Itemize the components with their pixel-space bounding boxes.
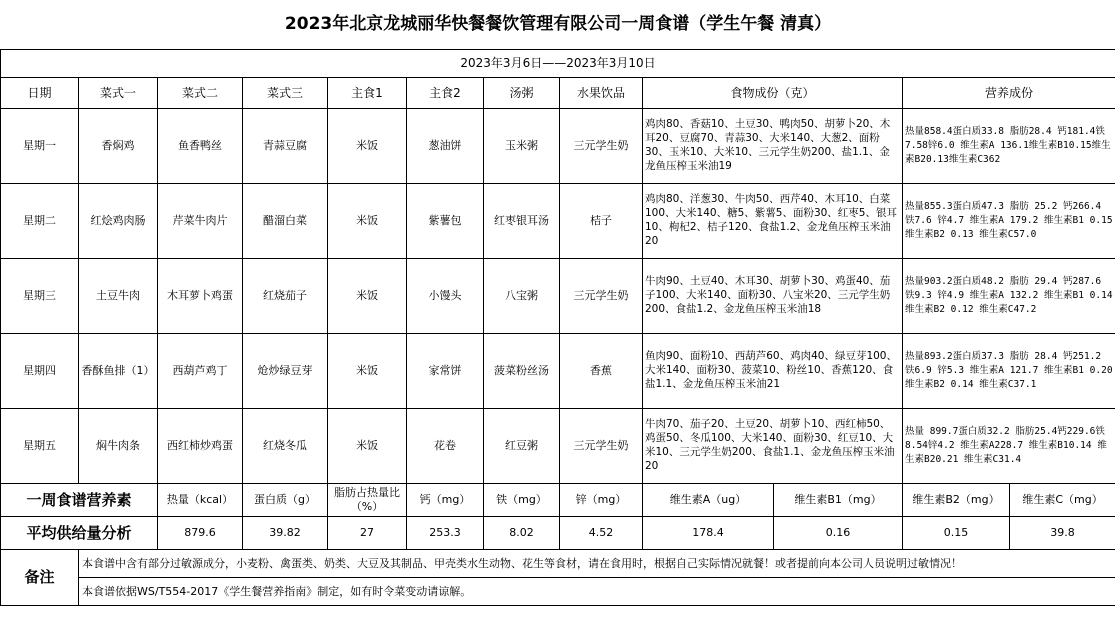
dish1-cell: 红烩鸡肉肠 (79, 184, 158, 259)
soup-cell: 红豆粥 (484, 409, 560, 484)
nutrient-label-zinc: 锌（mg） (560, 484, 643, 517)
header-row (1, 78, 1115, 109)
ingredients-cell: 鸡肉80、洋葱30、牛肉50、西芹40、木耳10、白菜100、大米140、糖5、紫薯5、面粉30、红枣5、银耳10、枸杞2、桔子120、食盐1.2、金龙鱼压榨玉米油20 (643, 184, 903, 259)
day-label: 星期三 (1, 259, 79, 334)
summary-label-row (1, 484, 1115, 517)
staple1-cell: 米饭 (328, 334, 407, 409)
ingredients-cell: 鸡肉80、香菇10、土豆30、鸭肉50、胡萝卜20、木耳20、豆腐70、青蒜30、大米140、大葱2、面粉30、玉米10、大米10、三元学生奶200、盐1.1、金龙鱼压榨玉米油19 (643, 109, 903, 184)
fruit-cell: 三元学生奶 (560, 409, 643, 484)
day-row-thursday (1, 334, 1115, 409)
nutrient-value-calcium: 253.3 (407, 517, 484, 550)
nutrient-label-vitamin-b2: 维生素B2（mg） (903, 484, 1010, 517)
nutrition-cell: 热量858.4蛋白质33.8 脂肪28.4 钙181.4铁7.58锌6.0 维生素A 136.1维生素B10.15维生素B20.13维生素C362 (903, 109, 1115, 184)
day-row-friday (1, 409, 1115, 484)
staple2-cell: 小馒头 (407, 259, 484, 334)
day-label: 星期二 (1, 184, 79, 259)
header-nutrition: 营养成份 (903, 78, 1115, 109)
nutrient-value-protein: 39.82 (243, 517, 328, 550)
dish2-cell: 木耳萝卜鸡蛋 (158, 259, 243, 334)
nutrient-label-fat: 脂肪占热量比（%） (328, 484, 407, 517)
nutrition-cell: 热量 899.7蛋白质32.2 脂肪25.4钙229.6铁8.54锌4.2 维生素A228.7 维生素B10.14 维生素B20.21 维生素C31.4 (903, 409, 1115, 484)
dish3-cell: 炝炒绿豆芽 (243, 334, 328, 409)
header-soup: 汤粥 (484, 78, 560, 109)
remarks-label: 备注 (1, 550, 79, 606)
header-fruit: 水果饮品 (560, 78, 643, 109)
staple1-cell: 米饭 (328, 259, 407, 334)
nutrient-label-iron: 铁（mg） (484, 484, 560, 517)
fruit-cell: 三元学生奶 (560, 109, 643, 184)
dish1-cell: 香焖鸡 (79, 109, 158, 184)
soup-cell: 玉米粥 (484, 109, 560, 184)
header-staple1: 主食1 (328, 78, 407, 109)
remarks-standard: 本食谱依据WS/T554-2017《学生餐营养指南》制定，如有时令菜变动请谅解。 (79, 578, 1115, 606)
staple1-cell: 米饭 (328, 409, 407, 484)
nutrition-cell: 热量893.2蛋白质37.3 脂肪 28.4 钙251.2 铁6.9 锌5.3 维生素A 121.7 维生素B1 0.20 维生素B2 0.14 维生素C37.1 (903, 334, 1115, 409)
dish1-cell: 香酥鱼排（1） (79, 334, 158, 409)
staple1-cell: 米饭 (328, 184, 407, 259)
summary-value-title: 平均供给量分析 (1, 517, 158, 550)
soup-cell: 八宝粥 (484, 259, 560, 334)
day-label: 星期五 (1, 409, 79, 484)
day-row-wednesday (1, 259, 1115, 334)
header-dish2: 菜式二 (158, 78, 243, 109)
nutrient-value-vitamin-a: 178.4 (643, 517, 774, 550)
nutrition-cell: 热量903.2蛋白质48.2 脂肪 29.4 钙287.6 铁9.3 锌4.9 维生素A 132.2 维生素B1 0.14 维生素B2 0.12 维生素C47.2 (903, 259, 1115, 334)
nutrient-label-protein: 蛋白质（g） (243, 484, 328, 517)
nutrient-label-vitamin-a: 维生素A（ug） (643, 484, 774, 517)
nutrient-label-vitamin-b1: 维生素B1（mg） (774, 484, 903, 517)
remarks-row-1 (1, 550, 1115, 578)
nutrition-cell: 热量855.3蛋白质47.3 脂肪 25.2 钙266.4 铁7.6 锌4.7 维生素A 179.2 维生素B1 0.15 维生素B2 0.13 维生素C57.0 (903, 184, 1115, 259)
summary-label-title: 一周食谱营养素 (1, 484, 158, 517)
ingredients-cell: 牛肉90、土豆40、木耳30、胡萝卜30、鸡蛋40、茄子100、大米140、面粉30、八宝米20、三元学生奶200、食盐1.2、金龙鱼压榨玉米油18 (643, 259, 903, 334)
header-ingredients: 食物成份（克） (643, 78, 903, 109)
dish1-cell: 土豆牛肉 (79, 259, 158, 334)
dish3-cell: 醋溜白菜 (243, 184, 328, 259)
dish3-cell: 红烧冬瓜 (243, 409, 328, 484)
soup-cell: 菠菜粉丝汤 (484, 334, 560, 409)
summary-value-row (1, 517, 1115, 550)
nutrient-value-energy: 879.6 (158, 517, 243, 550)
staple1-cell: 米饭 (328, 109, 407, 184)
nutrient-value-vitamin-b1: 0.16 (774, 517, 903, 550)
dish3-cell: 红烧茄子 (243, 259, 328, 334)
staple2-cell: 花卷 (407, 409, 484, 484)
soup-cell: 红枣银耳汤 (484, 184, 560, 259)
dish1-cell: 焖牛肉条 (79, 409, 158, 484)
staple2-cell: 紫薯包 (407, 184, 484, 259)
nutrient-value-vitamin-c: 39.8 (1010, 517, 1115, 550)
dish3-cell: 青蒜豆腐 (243, 109, 328, 184)
ingredients-cell: 牛肉70、茄子20、土豆20、胡萝卜10、西红柿50、鸡蛋50、冬瓜100、大米140、面粉30、红豆10、大米10、三元学生奶200、食盐1.1、金龙鱼压榨玉米油20 (643, 409, 903, 484)
page-title: 2023年北京龙城丽华快餐餐饮管理有限公司一周食谱（学生午餐 清真） (1, 0, 1115, 50)
nutrient-label-calcium: 钙（mg） (407, 484, 484, 517)
day-row-monday (1, 109, 1115, 184)
header-dish1: 菜式一 (79, 78, 158, 109)
nutrient-value-zinc: 4.52 (560, 517, 643, 550)
dish2-cell: 西葫芦鸡丁 (158, 334, 243, 409)
header-dish3: 菜式三 (243, 78, 328, 109)
header-staple2: 主食2 (407, 78, 484, 109)
nutrient-label-vitamin-c: 维生素C（mg） (1010, 484, 1115, 517)
dish2-cell: 鱼香鸭丝 (158, 109, 243, 184)
dish2-cell: 芹菜牛肉片 (158, 184, 243, 259)
nutrient-value-fat: 27 (328, 517, 407, 550)
day-label: 星期四 (1, 334, 79, 409)
nutrient-value-vitamin-b2: 0.15 (903, 517, 1010, 550)
header-date: 日期 (1, 78, 79, 109)
day-label: 星期一 (1, 109, 79, 184)
fruit-cell: 三元学生奶 (560, 259, 643, 334)
remarks-allergy: 本食谱中含有部分过敏源成分，小麦粉、禽蛋类、奶类、大豆及其制品、甲壳类水生动物、花生等食材，请在食用时，根据自己实际情况就餐！或者提前向本公司人员说明过敏情况！ (79, 550, 1115, 578)
day-row-tuesday (1, 184, 1115, 259)
nutrient-label-energy: 热量（kcal） (158, 484, 243, 517)
dish2-cell: 西红柿炒鸡蛋 (158, 409, 243, 484)
remarks-row-2 (1, 578, 1115, 606)
ingredients-cell: 鱼肉90、面粉10、西葫芦60、鸡肉40、绿豆芽100、大米140、面粉30、菠菜10、粉丝10、香蕉120、食盐1.1、金龙鱼压榨玉米油21 (643, 334, 903, 409)
staple2-cell: 家常饼 (407, 334, 484, 409)
staple2-cell: 葱油饼 (407, 109, 484, 184)
date-range: 2023年3月6日——2023年3月10日 (1, 50, 1115, 78)
fruit-cell: 桔子 (560, 184, 643, 259)
fruit-cell: 香蕉 (560, 334, 643, 409)
nutrient-value-iron: 8.02 (484, 517, 560, 550)
